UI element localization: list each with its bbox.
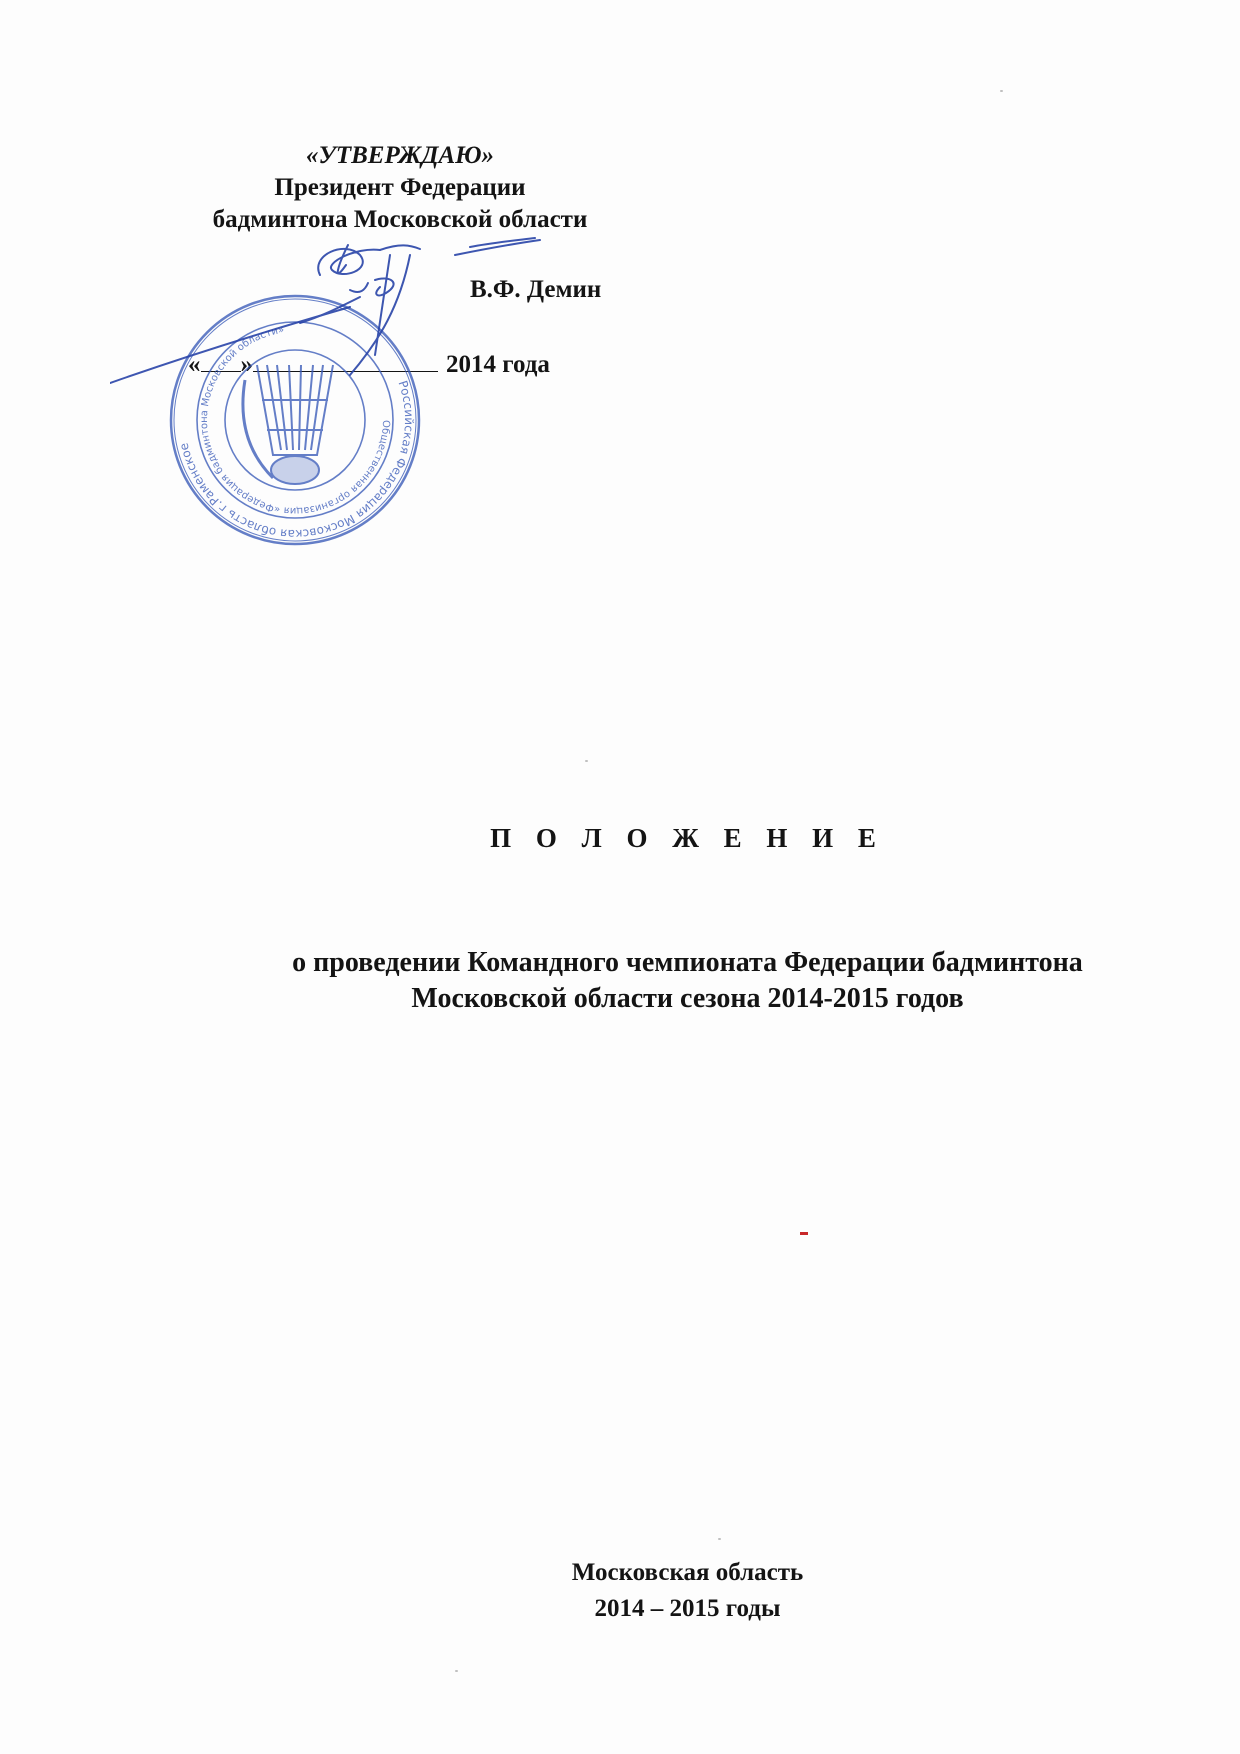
seal-outer-text: Российская Федерация Московская область г.Раменское xyxy=(176,378,417,542)
footer-years: 2014 – 2015 годы xyxy=(594,1595,781,1622)
approver-position-line2: бадминтона Московской области xyxy=(212,206,588,233)
seal-inner-text: Общественная организация «Федерация бадминтона Московской области» xyxy=(198,324,392,517)
document-footer xyxy=(0,1555,1240,1627)
subtitle-line2: Московской области сезона 2014-2015 годов xyxy=(411,983,964,1014)
scan-speck xyxy=(455,1670,458,1672)
document-title: П О Л О Ж Е Н И Е xyxy=(490,823,885,853)
scan-speck xyxy=(1000,90,1003,92)
date-close-quote: » xyxy=(240,351,253,378)
approval-word: «УТВЕРЖДАЮ» xyxy=(305,142,495,169)
scan-speck xyxy=(718,1538,721,1540)
scan-speck xyxy=(585,760,588,762)
signer-name: В.Ф. Демин xyxy=(470,276,602,303)
date-year: 2014 года xyxy=(446,351,550,378)
approval-block xyxy=(150,140,650,236)
subtitle-line1: о проведении Командного чемпионата Федерации бадминтона xyxy=(292,947,1083,978)
scan-red-mark xyxy=(800,1232,808,1235)
footer-place: Московская область xyxy=(571,1559,804,1586)
signature xyxy=(110,235,550,395)
approver-position-line1: Президент Федерации xyxy=(274,174,526,201)
document-subtitle xyxy=(0,945,1240,1017)
date-open-quote: « xyxy=(188,351,201,378)
